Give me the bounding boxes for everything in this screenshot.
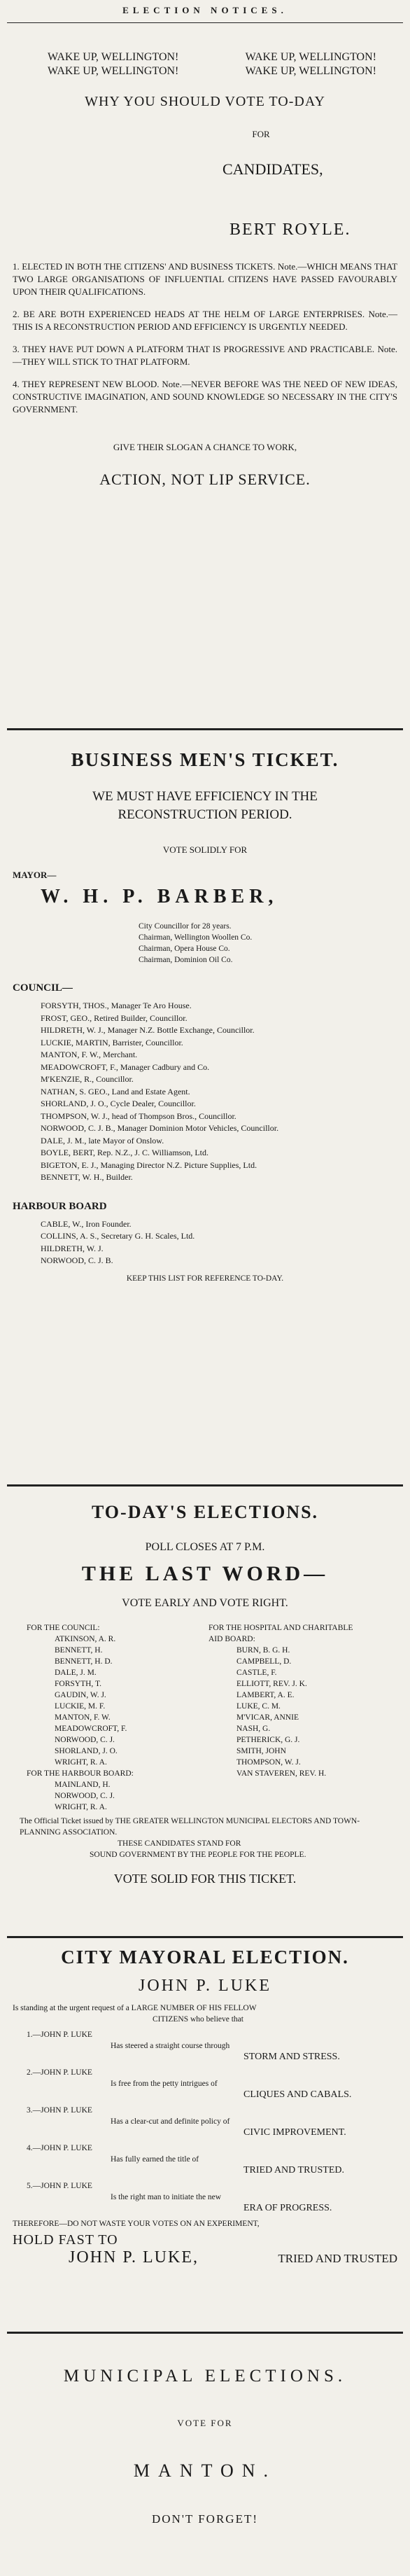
wake-line: WAKE UP, WELLINGTON! bbox=[48, 65, 179, 77]
ad3-stand1: THESE CANDIDATES STAND FOR bbox=[118, 1839, 241, 1848]
candidate: FORSYTH, T. bbox=[55, 1680, 101, 1688]
ad4-therefore: THEREFORE—DO NOT WASTE YOUR VOTES ON AN EXPERIMENT, bbox=[13, 2220, 260, 2228]
wake-left bbox=[48, 50, 178, 78]
mayor-detail: Chairman, Wellington Woollen Co. bbox=[139, 933, 253, 942]
ad5-dont-forget: DON'T FORGET! bbox=[152, 2512, 258, 2526]
ad4-item bbox=[13, 2180, 397, 2214]
candidate: PETHERICK, G. J. bbox=[236, 1736, 300, 1744]
council-entry: FROST, GEO., Retired Builder, Councillor. bbox=[41, 1012, 188, 1023]
ad-todays-elections bbox=[0, 1502, 410, 1929]
ad1-point: 4. THEY REPRESENT NEW BLOOD. Note.—NEVER BEFORE WAS THE NEED OF NEW IDEAS, CONSTRUCTIVE IMAGINATION, AND SOUND KNOWLEDGE SO NECESSARY IN THE CITY'S GOVERNMENT. bbox=[13, 379, 397, 415]
item-who: 1.—JOHN P. LUKE bbox=[27, 2031, 92, 2039]
column-heading: FOR THE COUNCIL: bbox=[27, 1624, 100, 1632]
council-entry: MANTON, F. W., Merchant. bbox=[41, 1050, 138, 1059]
divider bbox=[7, 2332, 403, 2334]
ad3-polls: POLL CLOSES AT 7 P.M. bbox=[145, 1541, 265, 1553]
candidate: LAMBERT, A. E. bbox=[236, 1691, 295, 1699]
ad4-items bbox=[13, 2029, 397, 2214]
mayor-detail: Chairman, Opera House Co. bbox=[139, 945, 230, 953]
item-who: 2.—JOHN P. LUKE bbox=[27, 2068, 92, 2077]
harbour-entry: HILDRETH, W. J. bbox=[41, 1243, 104, 1253]
ad2-keep: KEEP THIS LIST FOR REFERENCE TO-DAY. bbox=[126, 1274, 284, 1283]
ad4-intro1: Is standing at the urgent request of a LARGE NUMBER OF HIS FELLOW bbox=[13, 2004, 257, 2012]
ad3-ticket-columns bbox=[13, 1622, 397, 1813]
ad3-stand2: SOUND GOVERNMENT BY THE PEOPLE FOR THE PEOPLE. bbox=[90, 1851, 306, 1859]
ad3-official: The Official Ticket issued by THE GREATER WELLINGTON MUNICIPAL ELECTORS AND TOWN-PLANNING ASSOCIATION. bbox=[20, 1817, 360, 1837]
ad3-right-column bbox=[208, 1622, 390, 1813]
divider bbox=[7, 728, 403, 730]
candidate: BURN, B. G. H. bbox=[236, 1646, 290, 1655]
candidate: ELLIOTT, REV. J. K. bbox=[236, 1680, 307, 1688]
ad2-mayor-label: MAYOR— bbox=[13, 870, 57, 880]
ad4-item bbox=[13, 2029, 397, 2063]
wake-line: WAKE UP, WELLINGTON! bbox=[245, 51, 376, 63]
council-entry: M'KENZIE, R., Councillor. bbox=[41, 1074, 134, 1084]
ad-royle bbox=[0, 50, 410, 667]
ad-john-luke bbox=[0, 1947, 410, 2318]
council-entry: SHORLAND, J. O., Cycle Dealer, Councillor. bbox=[41, 1099, 196, 1108]
header-title: ELECTION NOTICES. bbox=[122, 5, 288, 15]
harbour-entry: COLLINS, A. S., Secretary G. H. Scales, Ltd. bbox=[41, 1231, 195, 1241]
ad2-harbour-label: HARBOUR BOARD bbox=[13, 1200, 107, 1212]
council-entry: NATHAN, S. GEO., Land and Estate Agent. bbox=[41, 1086, 190, 1096]
item-who: 3.—JOHN P. LUKE bbox=[27, 2106, 92, 2115]
ad2-mayor-name: W. H. P. BARBER, bbox=[41, 886, 278, 907]
candidate: MEADOWCROFT, F. bbox=[55, 1725, 127, 1733]
harbour-names bbox=[27, 1779, 208, 1813]
item-end: CLIQUES AND CABALS. bbox=[243, 2089, 352, 2100]
ad4-item bbox=[13, 2143, 397, 2176]
candidate: ATKINSON, A. R. bbox=[55, 1635, 116, 1643]
council-entry: BOYLE, BERT, Rep. N.Z., J. C. Williamson, Ltd. bbox=[41, 1148, 209, 1157]
ad4-item bbox=[13, 2067, 397, 2101]
candidate: BENNETT, H. D. bbox=[55, 1657, 113, 1666]
ad2-vote: VOTE SOLIDLY FOR bbox=[162, 844, 248, 855]
candidate: THOMPSON, W. J. bbox=[236, 1758, 301, 1767]
column-heading: FOR THE HARBOUR BOARD: bbox=[27, 1769, 134, 1778]
ad2-harbour-list bbox=[13, 1218, 397, 1267]
candidate: M'VICAR, ANNIE bbox=[236, 1713, 299, 1722]
candidate: WRIGHT, R. A. bbox=[55, 1803, 107, 1811]
ad4-tried: TRIED AND TRUSTED bbox=[278, 2252, 397, 2265]
item-end: ERA OF PROGRESS. bbox=[243, 2203, 332, 2213]
ad-business-ticket bbox=[0, 749, 410, 1456]
item-what: Is free from the petty intrigues of bbox=[111, 2080, 218, 2088]
candidate: CAMPBELL, D. bbox=[236, 1657, 292, 1666]
council-entry: DALE, J. M., late Mayor of Onslow. bbox=[41, 1135, 164, 1146]
divider bbox=[7, 1484, 403, 1487]
ad4-intro2: CITIZENS who believe that bbox=[153, 2015, 243, 2024]
ad1-candidate-name: BERT ROYLE. bbox=[229, 221, 351, 239]
hospital-names bbox=[208, 1645, 390, 1779]
council-entry: BENNETT, W. H., Builder. bbox=[41, 1172, 133, 1182]
ad2-mayor-details bbox=[13, 921, 397, 966]
ad1-point: 1. ELECTED IN BOTH THE CITIZENS' AND BUSINESS TICKETS. Note.—WHICH MEANS THAT TWO LARGE ORGANISATIONS OF INFLUENTIAL CITIZENS HAVE PASSED FAVOURABLY UPON THEIR QUALIFICATIONS. bbox=[13, 261, 397, 297]
item-end: TRIED AND TRUSTED. bbox=[243, 2165, 345, 2175]
council-entry: LUCKIE, MARTIN, Barrister, Councillor. bbox=[41, 1037, 183, 1047]
ad3-vote: VOTE EARLY AND VOTE RIGHT. bbox=[122, 1597, 288, 1609]
wake-up-block bbox=[13, 50, 397, 78]
item-what: Has fully earned the title of bbox=[111, 2155, 199, 2164]
ad5-name: MANTON. bbox=[133, 2460, 277, 2481]
ad1-candidates: CANDIDATES, bbox=[222, 160, 323, 178]
council-entry: MEADOWCROFT, F., Manager Cadbury and Co. bbox=[41, 1061, 210, 1072]
item-what: Has a clear-cut and definite policy of bbox=[111, 2117, 230, 2126]
item-end: CIVIC IMPROVEMENT. bbox=[243, 2127, 346, 2138]
candidate: MANTON, F. W. bbox=[55, 1713, 111, 1722]
council-entry: HILDRETH, W. J., Manager N.Z. Bottle Exchange, Councillor. bbox=[41, 1025, 255, 1035]
council-entry: FORSYTH, THOS., Manager Te Aro House. bbox=[41, 1001, 192, 1010]
column-heading: FOR THE HOSPITAL AND CHARITABLE AID BOARD: bbox=[208, 1624, 353, 1643]
candidate: MAINLAND, H. bbox=[55, 1781, 111, 1789]
ad3-vote-solid: VOTE SOLID FOR THIS TICKET. bbox=[113, 1872, 297, 1886]
ad3-left-column bbox=[20, 1622, 208, 1813]
candidate: SHORLAND, J. O. bbox=[55, 1747, 118, 1755]
item-what: Is the right man to initiate the new bbox=[111, 2193, 222, 2201]
divider bbox=[7, 22, 403, 23]
candidate: DALE, J. M. bbox=[55, 1669, 97, 1677]
ad4-title: CITY MAYORAL ELECTION. bbox=[61, 1947, 349, 1968]
candidate: WRIGHT, R. A. bbox=[55, 1758, 107, 1767]
ad2-subtitle: WE MUST HAVE EFFICIENCY IN THE RECONSTRUCTION PERIOD. bbox=[92, 789, 318, 822]
harbour-entry: CABLE, W., Iron Founder. bbox=[41, 1218, 132, 1229]
candidate: VAN STAVEREN, REV. H. bbox=[236, 1769, 327, 1778]
council-entry: NORWOOD, C. J. B., Manager Dominion Motor Vehicles, Councillor. bbox=[41, 1123, 279, 1133]
candidate: BENNETT, H. bbox=[55, 1646, 103, 1655]
harbour-entry: NORWOOD, C. J. B. bbox=[41, 1255, 113, 1265]
candidate: NASH, G. bbox=[236, 1725, 271, 1733]
ad1-headline: WHY YOU SHOULD VOTE TO-DAY bbox=[85, 94, 325, 109]
council-names bbox=[27, 1634, 208, 1768]
wake-line: WAKE UP, WELLINGTON! bbox=[48, 51, 179, 63]
ad1-point: 2. BE ARE BOTH EXPERIENCED HEADS AT THE HELM OF LARGE ENTERPRISES. Note.—THIS IS A RECONSTRUCTION PERIOD AND EFFICIENCY IS URGENTLY NEEDED. bbox=[13, 309, 397, 332]
ad1-points bbox=[13, 260, 397, 416]
mayor-detail: City Councillor for 28 years. bbox=[139, 922, 232, 931]
candidate: LUCKIE, M. F. bbox=[55, 1702, 106, 1711]
ad3-last-word: THE LAST WORD— bbox=[81, 1562, 329, 1585]
ad1-slogan-intro: GIVE THEIR SLOGAN A CHANCE TO WORK, bbox=[113, 442, 297, 452]
ad-manton bbox=[0, 2367, 410, 2573]
wake-right bbox=[246, 50, 376, 78]
ad2-title: BUSINESS MEN'S TICKET. bbox=[71, 749, 339, 770]
candidate: GAUDIN, W. J. bbox=[55, 1691, 106, 1699]
ad4-closing bbox=[13, 2248, 397, 2267]
ad5-title: MUNICIPAL ELECTIONS. bbox=[63, 2367, 347, 2386]
item-end: STORM AND STRESS. bbox=[243, 2052, 340, 2062]
wake-line: WAKE UP, WELLINGTON! bbox=[245, 65, 376, 77]
ad2-council-label: COUNCIL— bbox=[13, 982, 73, 994]
ad4-name2: JOHN P. LUKE, bbox=[69, 2248, 199, 2267]
ad4-name: JOHN P. LUKE bbox=[138, 1977, 271, 1995]
candidate: SMITH, JOHN bbox=[236, 1747, 286, 1755]
item-who: 4.—JOHN P. LUKE bbox=[27, 2144, 92, 2152]
ad4-hold: HOLD FAST TO bbox=[13, 2232, 118, 2248]
council-entry: THOMPSON, W. J., head of Thompson Bros., Councillor. bbox=[41, 1111, 236, 1121]
candidate: CASTLE, F. bbox=[236, 1669, 277, 1677]
divider bbox=[7, 1936, 403, 1938]
ad4-item bbox=[13, 2105, 397, 2138]
ad3-title: TO-DAY'S ELECTIONS. bbox=[91, 1502, 319, 1522]
ad1-point: 3. THEY HAVE PUT DOWN A PLATFORM THAT IS PROGRESSIVE AND PRACTICABLE. Note.—THEY WILL STICK TO THAT PLATFORM. bbox=[13, 344, 397, 367]
item-what: Has steered a straight course through bbox=[111, 2042, 230, 2050]
ad1-for: FOR bbox=[252, 129, 270, 139]
ad5-vote-for: VOTE FOR bbox=[177, 2418, 233, 2428]
mayor-detail: Chairman, Dominion Oil Co. bbox=[139, 956, 233, 964]
council-entry: BIGETON, E. J., Managing Director N.Z. Picture Supplies, Ltd. bbox=[41, 1160, 257, 1170]
ad2-council-list bbox=[13, 1000, 397, 1184]
candidate: LUKE, C. M. bbox=[236, 1702, 281, 1711]
ad1-slogan: ACTION, NOT LIP SERVICE. bbox=[99, 471, 311, 488]
candidate: NORWOOD, C. J. bbox=[55, 1736, 115, 1744]
column-header bbox=[0, 4, 410, 22]
item-who: 5.—JOHN P. LUKE bbox=[27, 2182, 92, 2190]
candidate: NORWOOD, C. J. bbox=[55, 1792, 115, 1800]
